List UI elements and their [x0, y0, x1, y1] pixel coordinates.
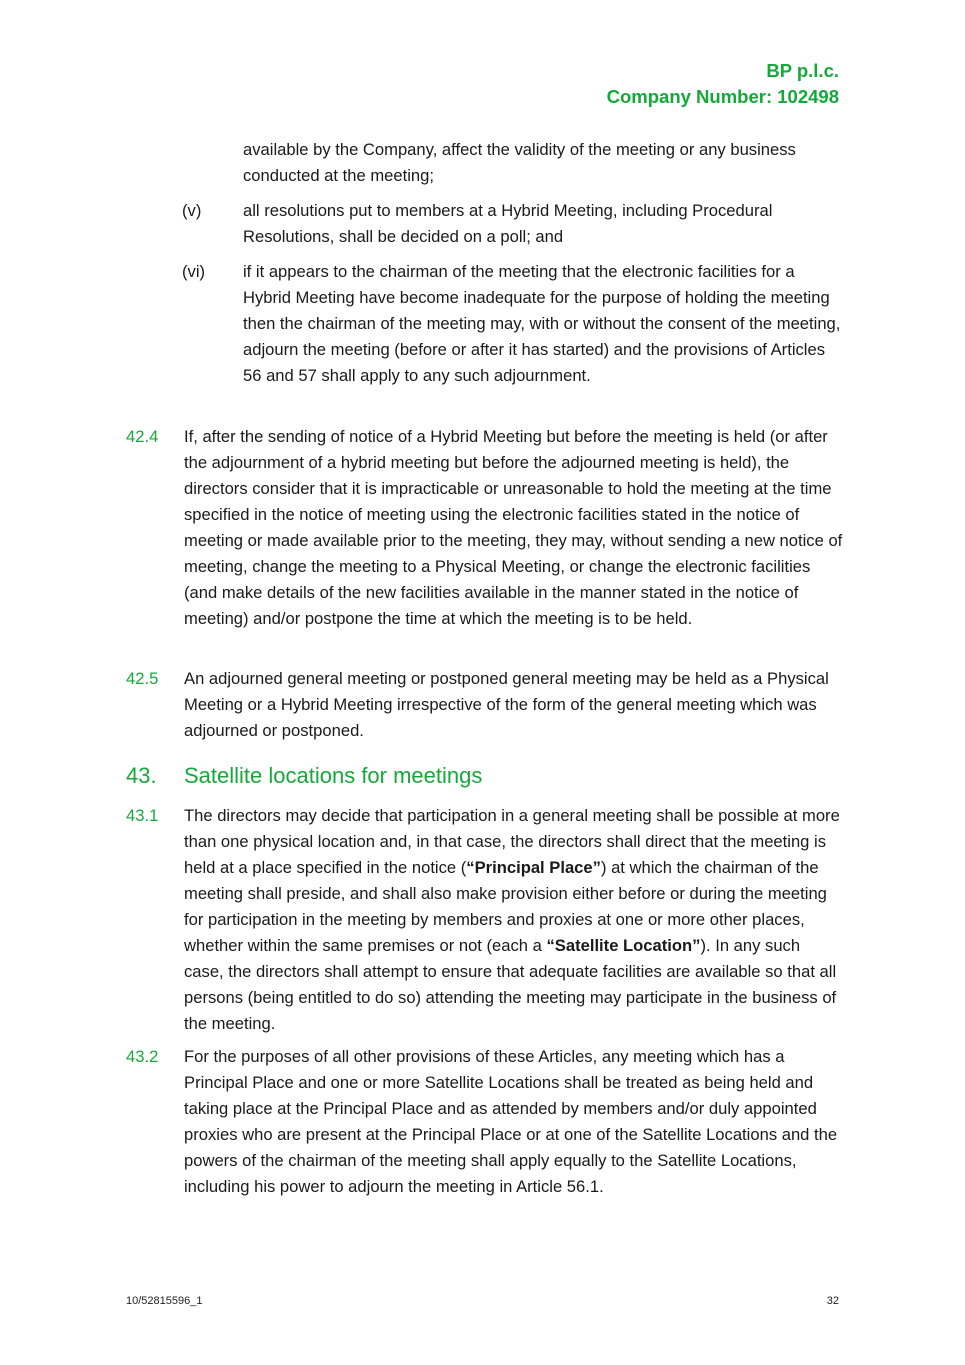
page-header: [607, 58, 839, 110]
clause-number-42-4: 42.4: [126, 427, 159, 446]
clause-text-43-1: [184, 803, 844, 1037]
defined-term-principal-place: “Principal Place”: [466, 858, 601, 877]
document-reference: 10/52815596_1: [126, 1295, 203, 1307]
defined-term-satellite-location: “Satellite Location”: [546, 936, 701, 955]
subitem-text-vi: if it appears to the chairman of the meeting that the electronic facilities for a Hybrid Meeting have become inadequate for the purpose of holding the meeting then the chairman of the meeting may, with or without the consent of the meeting, adjourn the meeting (before or after it has started) and the provisions of Articles 56 and 57 shall apply to any such adjournment.: [243, 262, 841, 385]
subitem-text-v: all resolutions put to members at a Hybrid Meeting, including Procedural Resolutions, shall be decided on a poll; and: [243, 201, 773, 246]
clause-number-43-1: 43.1: [126, 806, 159, 825]
clause-text-42-5: An adjourned general meeting or postponed general meeting may be held as a Physical Meeting or a Hybrid Meeting irrespective of the form of the general meeting which was adjourned or postponed.: [184, 669, 829, 740]
company-name: BP p.l.c.: [766, 60, 839, 81]
clause-text-43-2: For the purposes of all other provisions of these Articles, any meeting which has a Principal Place and one or more Satellite Locations shall be treated as being held and taking place at the Principal Place and as attended by members and/or duly appointed proxies who are present at the Principal Place or at one of the Satellite Locations and the powers of the chairman of the meeting shall apply equally to the Satellite Locations, including his power to adjourn the meeting in Article 56.1.: [184, 1047, 838, 1196]
subitem-label-vi: (vi): [182, 262, 206, 281]
section-number: 43.: [126, 763, 157, 788]
subitem-label-v: (v): [182, 201, 202, 220]
page-number: 32: [826, 1295, 839, 1307]
continuation-text: available by the Company, affect the validity of the meeting or any business conducted at the meeting;: [243, 140, 796, 185]
clause-text-42-4: If, after the sending of notice of a Hybrid Meeting but before the meeting is held (or after the adjournment of a hybrid meeting but before the adjourned meeting is held), the directors consider that it is impracticable or unreasonable to hold the meeting at the time specified in the notice of meeting using the electronic facilities stated in the notice of meeting or made available prior to the meeting, they may, without sending a new notice of meeting, change the meeting to a Physical Meeting, or change the electronic facilities (and make details of the new facilities available in the manner stated in the notice of meeting) and/or postpone the time at which the meeting is to be held.: [184, 427, 843, 628]
clause-number-42-5: 42.5: [126, 669, 159, 688]
clause-43-1-part2: ) at which the chairman of the meeting shall preside, and shall also make provision either before or during the meeting for participation in the meeting by members and proxies at one or more other places, whether within the same premises or not (each a: [184, 858, 827, 955]
clause-number-43-2: 43.2: [126, 1047, 159, 1066]
clause-43-1-part1: The directors may decide that participation in a general meeting shall be possible at more than one physical location and, in that case, the directors shall direct that the meeting is held at a place specified in the notice (: [184, 806, 840, 877]
section-title: Satellite locations for meetings: [184, 763, 483, 788]
clause-43-1-part3: ). In any such case, the directors shall attempt to ensure that adequate facilities are available so that all persons (being entitled to do so) attending the meeting may participate in the business of the meeting.: [184, 936, 837, 1033]
company-number: Company Number: 102498: [606, 86, 839, 107]
